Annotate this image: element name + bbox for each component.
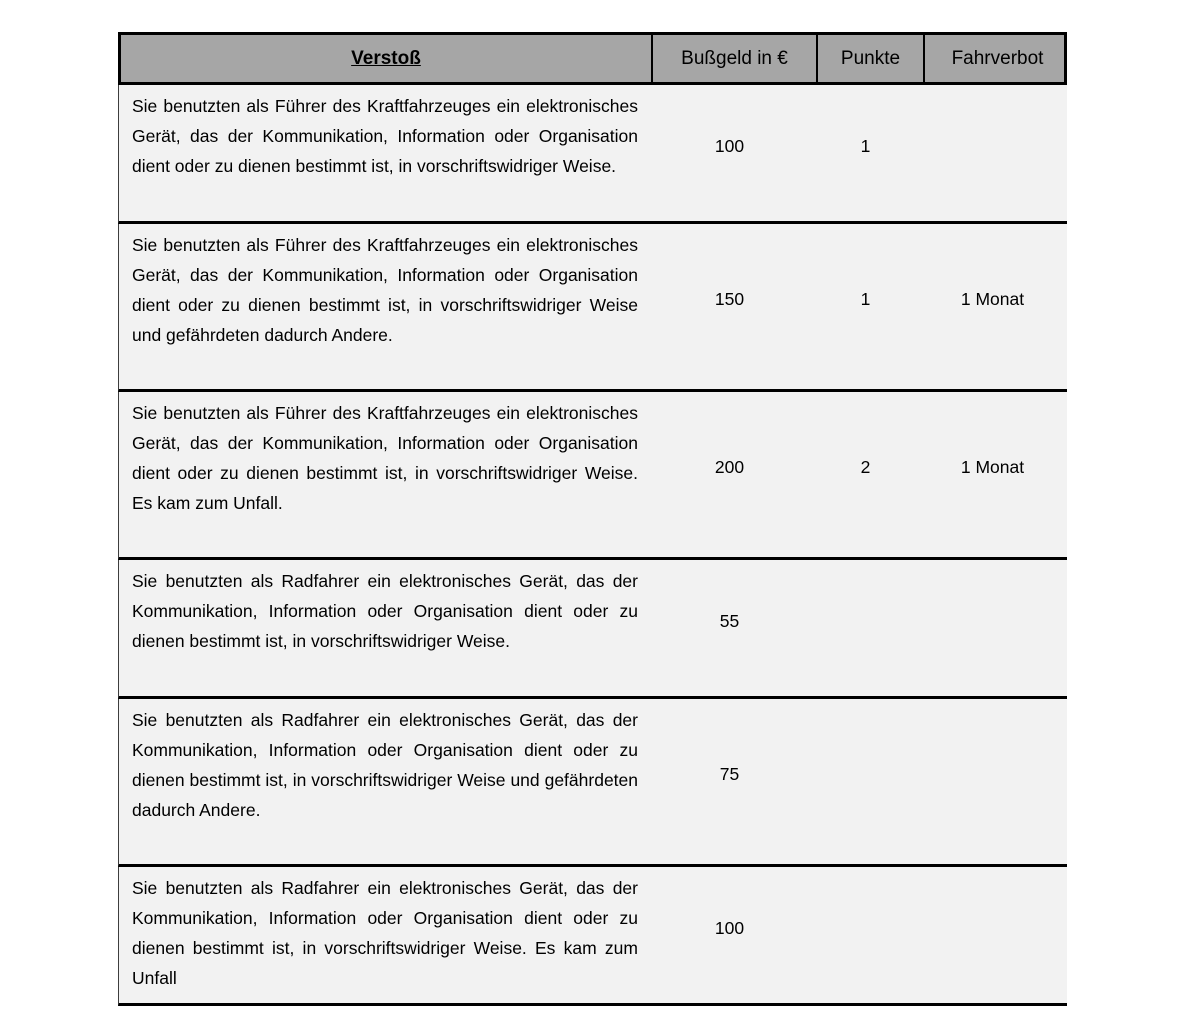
table-row — [118, 560, 1067, 699]
fine-value: 75 — [719, 764, 740, 784]
header-cell-bussgeld: Bußgeld in € — [651, 35, 816, 82]
table-body — [118, 85, 1067, 1006]
points-value: 1 — [860, 135, 871, 156]
violation-text: Sie benutzten als Radfahrer ein elektronisches Gerät, das der Kommunikation, Information oder Organisation dient oder zu dienen bestimmt ist, in vorschriftswidriger Weise. — [132, 571, 638, 651]
points-value — [812, 560, 919, 696]
table-row — [118, 224, 1067, 392]
fine-value: 55 — [719, 610, 740, 631]
points-value: 2 — [860, 457, 871, 477]
header-cell-verstoss: Verstoß — [351, 47, 421, 69]
table-row — [118, 867, 1067, 1006]
points-value: 1 — [860, 289, 871, 309]
header-cell-punkte: Punkte — [816, 35, 923, 82]
ban-value: 1 Monat — [960, 457, 1025, 477]
ban-value — [919, 867, 1066, 1003]
table-row — [118, 699, 1067, 867]
fine-catalog-table — [118, 32, 1067, 1006]
violation-text: Sie benutzten als Führer des Kraftfahrzeuges ein elektronisches Gerät, das der Kommunikation, Information oder Organisation dient oder zu dienen bestimmt ist, in vorschriftswidriger Weise. Es kam zum Unfall. — [132, 403, 638, 513]
violation-text: Sie benutzten als Führer des Kraftfahrzeuges ein elektronisches Gerät, das der Kommunikation, Information oder Organisation dient oder zu dienen bestimmt ist, in vorschriftswidriger Weise und gefährdeten dadurch Andere. — [132, 235, 638, 345]
points-value — [812, 867, 919, 1003]
violation-text: Sie benutzten als Radfahrer ein elektronisches Gerät, das der Kommunikation, Information oder Organisation dient oder zu dienen bestimmt ist, in vorschriftswidriger Weise und gefährdeten dadurch Andere. — [132, 710, 638, 820]
fine-value: 150 — [714, 289, 745, 309]
violation-text: Sie benutzten als Radfahrer ein elektronisches Gerät, das der Kommunikation, Information oder Organisation dient oder zu dienen bestimmt ist, in vorschriftswidriger Weise. Es kam zum Unfall — [132, 878, 638, 988]
violation-text: Sie benutzten als Führer des Kraftfahrzeuges ein elektronisches Gerät, das der Kommunikation, Information oder Organisation dient oder zu dienen bestimmt ist, in vorschriftswidriger Weise. — [132, 96, 638, 176]
header-cell-fahrverbot: Fahrverbot — [923, 35, 1070, 82]
table-header-row — [118, 32, 1067, 85]
ban-value: 1 Monat — [960, 289, 1025, 309]
table-row — [118, 85, 1067, 224]
points-value — [812, 699, 919, 864]
ban-value — [919, 699, 1066, 864]
ban-value — [919, 560, 1066, 696]
fine-value: 100 — [714, 135, 745, 156]
ban-value — [919, 85, 1066, 221]
fine-value: 100 — [714, 917, 745, 938]
table-row — [118, 392, 1067, 560]
fine-value: 200 — [714, 457, 745, 477]
